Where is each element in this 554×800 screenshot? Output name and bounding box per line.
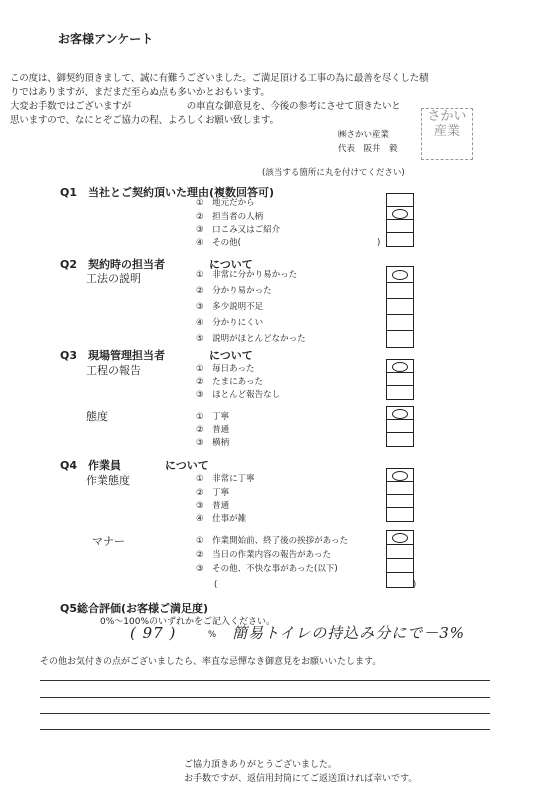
q4-manner-other-paren: ( ) [214,580,417,590]
q3-sub-label-report: 工程の報告 [86,364,141,377]
q5-handwritten-comment[interactable]: 簡易トイレの持込み分にで－3% [232,624,466,642]
q3-report-option-1: ① 毎日あった [196,364,255,374]
q3-report-checkbox-2[interactable] [387,373,413,386]
q2-label: Q2 契約時の担当者 について [60,258,253,271]
q3-attitude-checkbox-2[interactable] [387,420,413,433]
q2-option-2: ② 分かり易かった [196,286,272,296]
q3-attitude-checkbox-3[interactable] [387,433,413,446]
q2-option-5: ⑤ 説明がほとんどなかった [196,334,306,344]
q1-checkbox-4[interactable] [387,233,413,246]
comment-line-2[interactable] [40,697,490,698]
q4-work-option-4: ④ 仕事が雑 [196,514,247,524]
q4-manner-checkbox-3[interactable] [387,559,413,573]
q4-manner-circle-mark [392,533,408,543]
q3-attitude-option-3: ③ 横柄 [196,438,230,448]
q4-manner-option-3: ③ その他、不快な事があった(以下) [196,564,338,574]
q2-sub-label: 工法の説明 [86,272,141,285]
q2-circle-mark [392,270,408,280]
q4-manner-checkbox-4[interactable] [387,573,413,587]
comment-line-1[interactable] [40,680,490,681]
q2-option-3: ③ 多少説明不足 [196,302,264,312]
q2-checkbox-3[interactable] [387,299,413,315]
q4-work-option-2: ② 丁寧 [196,488,230,498]
q3-attitude-option-2: ② 普通 [196,425,230,435]
comment-line-3[interactable] [40,713,490,714]
q3-sub-label-attitude: 態度 [86,410,108,423]
q4-manner-checkbox-2[interactable] [387,545,413,559]
q2-checkbox-2[interactable] [387,283,413,299]
q4-work-circle-mark [392,471,408,481]
q4-manner-option-1: ① 作業開始前、終了後の挨拶があった [196,536,349,546]
q4-work-checkbox-4[interactable] [387,508,413,521]
company-seal-stamp: さかい産業 [421,108,473,160]
q2-option-4: ④ 分かりにくい [196,318,264,328]
q4-work-option-3: ③ 普通 [196,501,230,511]
intro-line-3: 大変お手数ではございますが の車直な御意見を、今後の参考にさせて頂きたいと [10,101,401,112]
q4-work-checkbox-3[interactable] [387,495,413,508]
q4-label: Q4 作業員 について [60,459,209,472]
q5-instruction: 0%～100%のいずれかをご記入ください。 [100,617,276,627]
q1-option-3: ③ 口こみ又はご紹介 [196,225,281,235]
q3-report-option-2: ② たまにあった [196,377,264,387]
q4-sub-label-manner: マナー [92,535,125,548]
page-title: お客様アンケート [58,32,154,46]
representative-name: 代表 阪井 毅 [338,144,398,154]
q5-percent-sign: % [208,630,217,640]
q1-label: Q1 当社とご契約頂いた理由(複数回答可) [60,186,275,199]
footer-return-note: お手数ですが、返信用封筒にてご返送頂ければ幸いです。 [184,774,418,784]
q1-checkbox-1[interactable] [387,194,413,207]
q4-sub-label-work: 作業態度 [86,474,130,487]
q1-checkbox-column [386,193,414,247]
instruction-text: (該当する箇所に丸を付けてください) [262,168,405,178]
q5-label: Q5総合評価(お客様ご満足度) [60,602,209,615]
q1-circle-mark [392,209,408,219]
q4-work-option-1: ① 非常に丁寧 [196,474,255,484]
intro-line-1: この度は、御契約頂きまして、誠に有難うございました。ご満足頂ける工事の為に最善を尽くした積 [10,73,429,84]
intro-line-4: 思いますので、なにとぞご協力の程、よろしくお願い致します。 [10,115,279,126]
q1-option-2: ② 担当者の人柄 [196,212,264,222]
q3-report-option-3: ③ ほとんど報告なし [196,390,281,400]
intro-line-2: りではありますが、まだまだ至らぬ点も多いかとおもいます。 [10,87,270,98]
comment-line-4[interactable] [40,729,490,730]
q1-option-4: ④ その他( ) [196,238,381,248]
footer-thanks: ご協力頂きありがとうございました。 [184,760,338,770]
q2-checkbox-4[interactable] [387,315,413,331]
q3-attitude-option-1: ① 丁寧 [196,412,230,422]
q2-checkbox-5[interactable] [387,331,413,347]
q2-option-1: ① 非常に分かり易かった [196,270,298,280]
q3-report-checkbox-3[interactable] [387,386,413,399]
q3-report-circle-mark [392,362,408,372]
q1-option-1: ① 地元だから [196,198,255,208]
q4-manner-option-2: ② 当日の作業内容の報告があった [196,550,332,560]
q5-answer-value[interactable]: ( 97 ) [130,624,177,642]
q3-attitude-circle-mark [392,409,408,419]
other-comments-prompt: その他お気付きの点がございましたら、率直な忌憚なき御意見をお願いいたします。 [40,657,382,667]
q4-work-checkbox-2[interactable] [387,482,413,495]
q1-checkbox-3[interactable] [387,220,413,233]
q3-label: Q3 現場管理担当者 について [60,349,253,362]
company-name: ㈱さかい産業 [338,130,390,140]
